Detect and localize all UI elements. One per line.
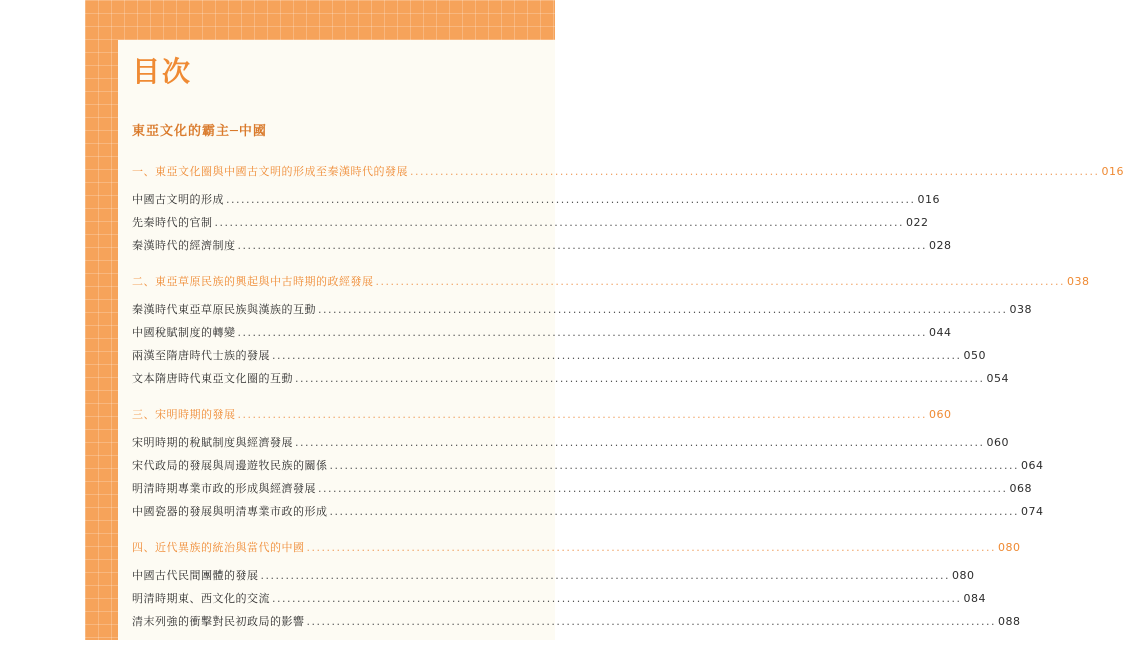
table-of-contents bbox=[132, 163, 1124, 649]
toc-leader-dots: .......................................................................................................................................... bbox=[375, 275, 1066, 288]
toc-page-number: 060 bbox=[986, 436, 1010, 449]
toc-page-number: 016 bbox=[1101, 165, 1124, 178]
toc-leader-dots: .......................................................................................................................................... bbox=[237, 408, 928, 421]
toc-section-2 bbox=[132, 273, 1090, 392]
toc-entry[interactable] bbox=[132, 237, 952, 259]
toc-entry-label: 秦漢時代東亞草原民族與漢族的互動 bbox=[132, 303, 316, 316]
toc-entry[interactable] bbox=[132, 191, 941, 213]
toc-entry-label: 先秦時代的官制 bbox=[132, 216, 213, 229]
toc-page-number: 044 bbox=[929, 326, 952, 339]
toc-page-number: 038 bbox=[1067, 275, 1090, 288]
toc-entry-label: 中國稅賦制度的轉變 bbox=[132, 326, 236, 339]
book-subtitle: 東亞文化的霸主─中國 bbox=[132, 124, 267, 139]
toc-entry-label: 宋明時期的稅賦制度與經濟發展 bbox=[132, 436, 293, 449]
toc-entry[interactable] bbox=[132, 370, 1010, 392]
toc-entry[interactable] bbox=[132, 457, 1044, 479]
toc-heading-label: 三、宋明時期的發展 bbox=[132, 408, 236, 421]
toc-page-number: 016 bbox=[917, 193, 941, 206]
toc-page-number: 050 bbox=[963, 349, 987, 362]
toc-leader-dots: .......................................................................................................................................... bbox=[306, 615, 997, 628]
toc-entry-label: 中國古代民間團體的發展 bbox=[132, 569, 259, 582]
toc-leader-dots: .......................................................................................................................................... bbox=[214, 216, 905, 229]
toc-page-number: 054 bbox=[986, 372, 1010, 385]
toc-page-number: 080 bbox=[952, 569, 975, 582]
page-title: 目次 bbox=[132, 55, 193, 88]
toc-page-number: 084 bbox=[963, 592, 987, 605]
toc-leader-dots: .......................................................................................................................................... bbox=[295, 372, 985, 385]
toc-entry-label: 中國古文明的形成 bbox=[132, 193, 224, 206]
toc-entry-label: 明清時期專業市政的形成與經濟發展 bbox=[132, 482, 316, 495]
toc-page-number: 060 bbox=[929, 408, 952, 421]
toc-entry[interactable] bbox=[132, 347, 987, 369]
toc-entry[interactable] bbox=[132, 567, 975, 589]
toc-leader-dots: .......................................................................................................................................... bbox=[329, 459, 1020, 472]
toc-heading-label: 一、東亞文化圈與中國古文明的形成至秦漢時代的發展 bbox=[132, 165, 408, 178]
toc-entry-label: 秦漢時代的經濟制度 bbox=[132, 239, 236, 252]
toc-section-3 bbox=[132, 406, 1044, 525]
toc-entry[interactable] bbox=[132, 590, 987, 612]
toc-leader-dots: .......................................................................................................................................... bbox=[272, 349, 962, 362]
toc-page-number: 088 bbox=[998, 615, 1021, 628]
toc-leader-dots: .......................................................................................................................................... bbox=[329, 505, 1020, 518]
toc-page-number: 038 bbox=[1009, 303, 1033, 316]
toc-entry-label: 兩漢至隋唐時代士族的發展 bbox=[132, 349, 270, 362]
toc-section-1 bbox=[132, 163, 1124, 259]
toc-section-heading[interactable] bbox=[132, 163, 1124, 183]
toc-leader-dots: .......................................................................................................................................... bbox=[410, 165, 1100, 178]
toc-entry[interactable] bbox=[132, 324, 952, 346]
toc-page-number: 022 bbox=[906, 216, 929, 229]
toc-entry-label: 明清時期東、西文化的交流 bbox=[132, 592, 270, 605]
toc-entry[interactable] bbox=[132, 480, 1033, 502]
toc-page-number: 074 bbox=[1021, 505, 1044, 518]
toc-entry[interactable] bbox=[132, 503, 1044, 525]
toc-page-number: 080 bbox=[998, 541, 1021, 554]
toc-entry-label: 文本隋唐時代東亞文化圈的互動 bbox=[132, 372, 293, 385]
toc-section-4 bbox=[132, 539, 1021, 635]
toc-leader-dots: .......................................................................................................................................... bbox=[260, 569, 951, 582]
toc-entry[interactable] bbox=[132, 434, 1010, 456]
toc-heading-label: 四、近代異族的統治與當代的中國 bbox=[132, 541, 305, 554]
toc-entry[interactable] bbox=[132, 214, 929, 236]
toc-leader-dots: .......................................................................................................................................... bbox=[237, 326, 928, 339]
toc-page-number: 068 bbox=[1009, 482, 1033, 495]
toc-entry-label: 宋代政局的發展與周邊遊牧民族的關係 bbox=[132, 459, 328, 472]
toc-page-number: 064 bbox=[1021, 459, 1044, 472]
toc-page-number: 028 bbox=[929, 239, 952, 252]
toc-leader-dots: .......................................................................................................................................... bbox=[295, 436, 985, 449]
toc-section-heading[interactable] bbox=[132, 273, 1090, 293]
toc-entry-label: 清末列強的衝擊對民初政局的影響 bbox=[132, 615, 305, 628]
toc-leader-dots: .......................................................................................................................................... bbox=[237, 239, 928, 252]
toc-leader-dots: .......................................................................................................................................... bbox=[226, 193, 916, 206]
toc-leader-dots: .......................................................................................................................................... bbox=[306, 541, 997, 554]
toc-section-heading[interactable] bbox=[132, 539, 1021, 559]
toc-heading-label: 二、東亞草原民族的興起與中古時期的政經發展 bbox=[132, 275, 374, 288]
toc-leader-dots: .......................................................................................................................................... bbox=[318, 303, 1008, 316]
toc-entry[interactable] bbox=[132, 301, 1033, 323]
toc-leader-dots: .......................................................................................................................................... bbox=[318, 482, 1008, 495]
toc-section-heading[interactable] bbox=[132, 406, 952, 426]
toc-entry[interactable] bbox=[132, 613, 1021, 635]
toc-leader-dots: .......................................................................................................................................... bbox=[272, 592, 962, 605]
toc-entry-label: 中國瓷器的發展與明清專業市政的形成 bbox=[132, 505, 328, 518]
